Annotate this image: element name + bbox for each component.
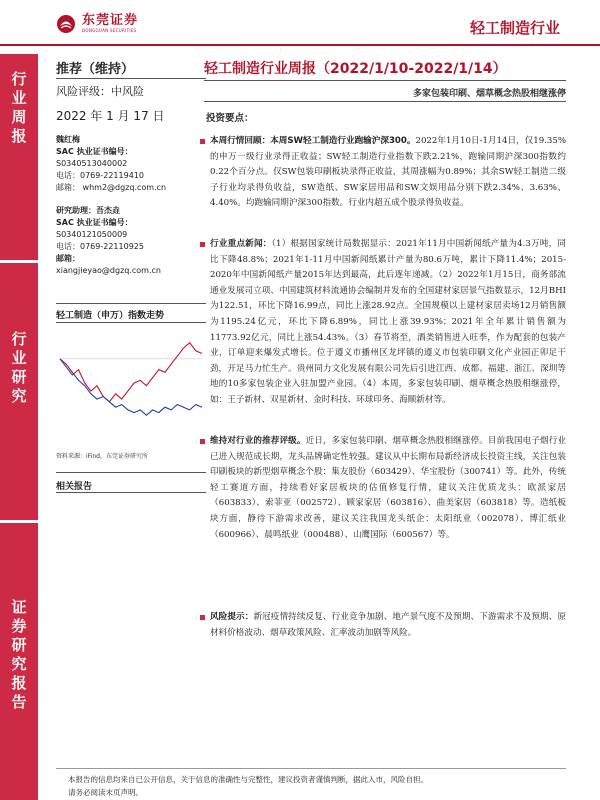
paragraph-heading: 行业重点新闻： <box>210 239 272 249</box>
rating: 推荐（维持） <box>56 62 135 77</box>
side-divider <box>0 260 38 263</box>
phone: 电话：0769-22119410 <box>56 171 144 180</box>
divider <box>56 303 206 304</box>
divider <box>204 101 566 102</box>
risk-rating: 风险评级：中风险 <box>56 85 144 98</box>
logo-subtext: DONGGUAN SECURITIES <box>82 28 137 33</box>
paragraph-body: 近日，多家包装印刷、烟草概念热股相继涨停。目前我国电子烟行业已进入规范成长期，龙头品牌确定性较强。建议从中长期布局新经济成长投资主线，关注包装印刷板块的新型烟草概念个股：集友股份（603429）、华宝股份（300741）等。此外，传统轻工赛道方面，持续看好家居板块的估值修复行情，建议关注优质龙头：欧派家居（603833）、索菲亚（002572）、顾家家居（603816）、曲美家居（603818）等。造纸板块方面，静待下游需求改善，建议关注我国龙头纸企：太阳纸业（002078）、博汇纸业（600966）、晨鸣纸业（000488）、山鹰国际（600567）等。 <box>210 436 566 540</box>
left-column <box>56 58 206 492</box>
cert-number: S0340513040002 <box>56 159 128 168</box>
chart-title: 轻工制造（申万）指数走势 <box>56 311 165 321</box>
analyst-info <box>56 134 206 277</box>
side-label-report: 证 券 研 究 报 告 <box>11 598 27 711</box>
paragraph-heading: 维持对行业的推荐评级。 <box>210 436 306 446</box>
side-band <box>0 54 38 800</box>
risk-paragraph <box>210 610 566 641</box>
logo-emblem-icon <box>56 14 76 34</box>
disclaimer <box>68 773 568 799</box>
industry-title: 轻工制造行业 <box>469 19 560 37</box>
logo-text: 东莞证券 <box>82 13 139 28</box>
side-label-weekly: 行 业 周 报 <box>11 70 27 145</box>
email[interactable]: xiangjieyao@dgzq.com.cn <box>56 266 161 275</box>
divider <box>56 322 206 323</box>
section-heading: 投资要点： <box>206 113 254 124</box>
divider <box>204 80 566 81</box>
disclaimer-line: 本报告的信息均来自已公开信息，关于信息的准确性与完整性，建议投资者谨慎判断，据此入市，风险自担。 <box>68 775 428 784</box>
market-review-paragraph <box>210 134 566 212</box>
industry-news-paragraph <box>210 237 566 409</box>
disclaimer-line: 请务必阅读末页声明。 <box>68 788 143 797</box>
series-line-light-industry <box>60 343 202 402</box>
related-reports-heading: 相关报告 <box>56 482 93 492</box>
report-date: 2022 年 1 月 17 日 <box>56 109 165 123</box>
cert-label: SAC 执业证书编号： <box>56 147 133 156</box>
divider <box>56 472 206 473</box>
analyst-name: 魏红梅 <box>56 135 80 144</box>
footer-divider <box>56 768 566 769</box>
recommendation-paragraph <box>210 434 566 543</box>
email-label: 邮箱： <box>56 254 80 263</box>
phone: 电话：0769-22110925 <box>56 242 144 251</box>
index-trend-chart <box>56 326 206 438</box>
divider <box>56 78 206 79</box>
paragraph-body: （1）根据国家统计局数据显示：2021年11月中国新闻纸产量为4.3万吨，同比下降48.8%；2021年1-11月中国新闻纸累计产量为80.6万吨，累计下降11.4%；2015-2020年中国新闻纸产量2015年达到最高，此后逐年递减。（2）2022年1月15日，商务部流通业发展司立项、中国建筑材料流通协会编制并发布的全国建材家居景气指数显示，12月BHI为122.51，环比下降16.99点，同比上涨28.92点。全国规模以上建材家居卖场12月销售额为1195.24亿元，环比下降6.89%，同比上涨39.93%；2021年全年累计销售额为11773.92亿元，同比上涨54.43%。（3）春节将至，酒类销售进入旺季，作为配套的包装产业，订单迎来爆发式增长。位于遵义市播州区龙坪镇的遵义市包装印刷文化产业园正卯足干劲，开足马力忙生产。贵州同力文化发展有限公司先后引进江西、成都、福建、浙江、深圳等地的10多家包装企业入驻加盟产业园。（4）本周，多家包装印刷、烟草概念热股相继涨停，如：王子新材、双星新材、金时科技、环球印务、海顺新材等。 <box>210 239 566 405</box>
report-title: 轻工制造行业周报（2022/1/10-2022/1/14） <box>204 61 507 77</box>
paragraph-body: 2022年1月10日-1月14日，仅19.35%的申万一级行业录得正收益；SW轻工制造行业指数下跌2.21%，跑输同期沪深300指数约0.22个百分点。仅SW包装印刷板块录得正收益，其周涨幅为0.89%；其余SW轻工制造二级子行业均录得负收益，SW造纸、SW家居用品和SW文娱用品分别下跌2.34%、3.63%、4.40%。均跑输同期沪深300指数。行业内超五成个股录得负收益。 <box>210 136 566 209</box>
side-divider <box>0 520 38 523</box>
cert-label: SAC 执业证书编号： <box>56 218 133 227</box>
paragraph-body: 新冠疫情持续反复、行业竞争加剧、地产景气度不及预期、下游需求不及预期、原材料价格波动、烟草政策风险、汇率波动加剧等风险。 <box>210 612 566 638</box>
paragraph-heading: 本周行情回顾：本周SW轻工制造行业跑输沪深300。 <box>210 136 416 146</box>
brand-logo <box>56 14 138 34</box>
divider <box>56 492 206 493</box>
paragraph-heading: 风险提示： <box>210 612 254 622</box>
side-label-research: 行 业 研 究 <box>11 330 27 405</box>
assistant-name: 研究助理：吾杰垚 <box>56 206 120 215</box>
email[interactable]: 邮箱： whm2@dgzq.com.cn <box>56 183 167 192</box>
header-divider <box>0 44 600 46</box>
cert-number: S0340121050009 <box>56 230 128 239</box>
report-subtitle: 多家包装印刷、烟草概念热股相继涨停 <box>412 89 566 99</box>
chart-source: 资料来源：iFind，东莞证券研究所 <box>56 453 148 460</box>
